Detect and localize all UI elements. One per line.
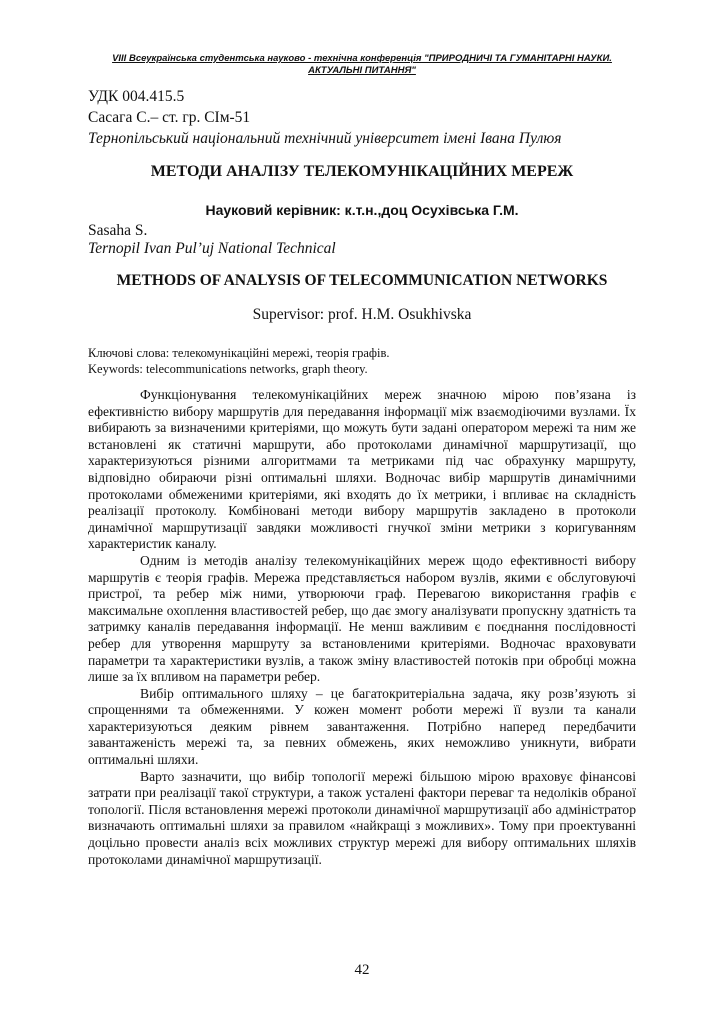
supervisor-ua: Науковий керівник: к.т.н.,доц Осухівська Г.М. — [205, 202, 519, 218]
paragraph: Варто зазначити, що вибір топології мережі більшою мірою враховує фінансові затрати при реалізації такої структури, а також усталені фактори переваг та недоліків обраної топології. Після встановлення мережі протоколи динамічної маршрутизації або адміністратор визначають оптимальні шляхи за правилом «найкращі з можливих». Тому при проектуванні доцільно провести аналіз всіх можливих структур мережі для вибору оптимальних шляхів протоколами динамічної маршрутизації. — [88, 768, 636, 867]
running-header-line-2: АКТУАЛЬНІ ПИТАННЯ" — [308, 65, 416, 76]
paper-title-ua: МЕТОДИ АНАЛІЗУ ТЕЛЕКОМУНІКАЦІЙНИХ МЕРЕЖ — [150, 163, 574, 180]
university-ua: Тернопільський національний технічний університет імені Івана Пулюя — [88, 130, 562, 147]
university-en: Ternopil Ivan Pul’uj National Technical — [88, 240, 336, 257]
supervisor-en: Supervisor: prof. H.M. Osukhivska — [252, 306, 472, 323]
paragraph: Функціонування телекомунікаційних мереж значною мірою пов’язана із ефективністю вибору маршрутів для передавання інформації між взаємодіючими вузлами. Їх вибирають за визначеними критеріями, що можуть бути задані оператором мережі та ним же встановлені як статичні маршрути, або протоколами динамічної маршрутизації, що характеризуються різними алгоритмами та метриками під час обрахунку маршруту, відповідно обираючи різні оптимальні шляхи. Водночас вибір маршрутів динамічними протоколами обмеженими критеріями, які входять до їх метрики, і впливає на складність реалізації протоколу. Комбіновані методи вибору маршрутів закладено в протоколи динамічної маршрутизації завдяки можливості гнучкої зміни метрики з коригуванням характеристик каналу. — [88, 387, 636, 552]
paper-title-en: METHODS OF ANALYSIS OF TELECOMMUNICATION NETWORKS — [116, 272, 608, 289]
udk-code: УДК 004.415.5 — [88, 88, 185, 105]
keywords-ua: Ключові слова: телекомунікаційні мережі, теорія графів. — [88, 346, 390, 360]
conference-running-header — [60, 53, 664, 77]
author-ua: Сасага С.– ст. гр. СІм-51 — [88, 109, 251, 126]
author-en: Sasaha S. — [88, 222, 148, 239]
running-header-line-1: VIII Всеукраїнська студентська науково - технічна конференція "ПРИРОДНИЧІ ТА ГУМАНІТАРНІ НАУКИ. — [112, 53, 612, 64]
paragraph: Вибір оптимального шляху – це багатокритеріальна задача, яку розв’язують зі спрощеннями та обмеженнями. У кожен момент роботи мережі її вузли та канали характеризуються деяким рівнем завантаження. Потрібно наперед передбачити завантаженість мережі та, за певних обмежень, яких неможливо уникнути, вибрати оптимальні шляхи. — [88, 685, 636, 768]
body-text — [88, 387, 636, 868]
page-number: 42 — [354, 962, 370, 978]
paragraph: Одним із методів аналізу телекомунікаційних мереж щодо ефективності вибору маршрутів є теорія графів. Мережа представляється набором вузлів, якими є обслуговуючі пристрої, та ребер між ними, утворюючи граф. Перевагою використання графів є максимальне охоплення властивостей ребер, що дає змогу аналізувати пропускну здатність та затримку каналів передавання інформації. Не менш важливим є поєднання послідовності ребер для утворення маршруту за встановленими критеріями. Водночас враховувати параметри та характеристики вузлів, а також зміну властивостей потоків при обробці можна лише за їх впливом на параметри ребер. — [88, 552, 636, 685]
keywords-en: Keywords: telecommunications networks, graph theory. — [88, 362, 368, 376]
